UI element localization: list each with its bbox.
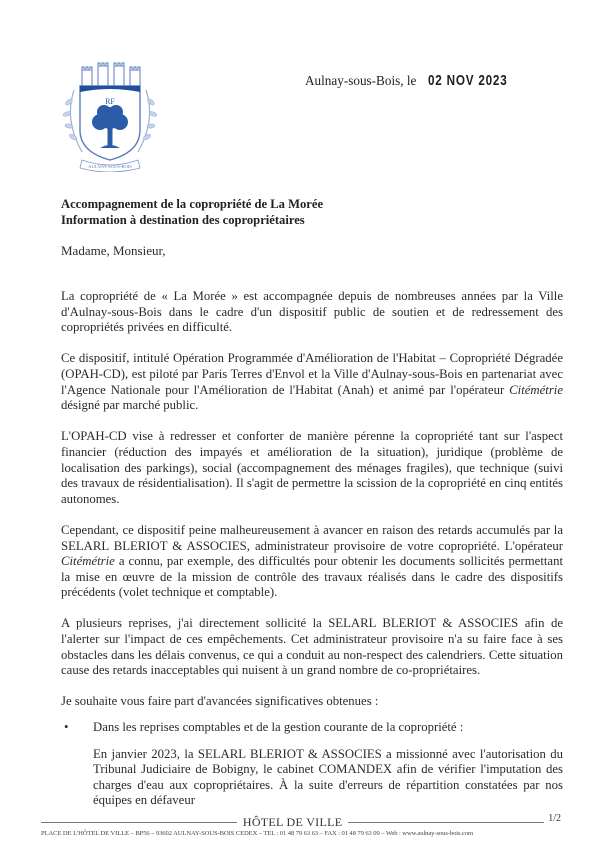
letter-body [61, 289, 563, 825]
bullet-item [61, 720, 563, 736]
paragraph-delays: Cependant, ce dispositif peine malheureusement à avancer en raison des retards accumulés par la SELARL BLERIOT & ASSOCIES, administrateur provisoire de votre copropriété. L'opérateur Citémétrie a connu, par exemple, des difficultés pour obtenir les documents sollicités permettant la mise en œuvre de la mission de contrôle des travaux réalisés dans le cadre des dispositifs précédents (volet technique et comptable). [61, 522, 563, 600]
paragraph-opah-definition: Ce dispositif, intitulé Opération Programmée d'Amélioration de l'Habitat – Copropriété Dégradée (OPAH-CD), est piloté par Paris Terres d'Envol et la Ville d'Aulnay-sous-Bois en partenariat avec l'Agence Nationale pour l'Amélioration de l'Habitat (Anah) et animé par l'opérateur Citémétrie désigné par marché public. [61, 351, 563, 413]
footer-title: HÔTEL DE VILLE [242, 815, 343, 829]
paragraph-intro: La copropriété de « La Morée » est accompagnée depuis de nombreuses années par la Ville d'Aulnay-sous-Bois dans le cadre d'un dispositif public de soutien et de redressement des copropriétés privées en difficulté. [61, 289, 563, 335]
salutation: Madame, Monsieur, [61, 243, 166, 258]
footer-address: PLACE DE L'HÔTEL DE VILLE – BP56 – 93602 AULNAY-SOUS-BOIS CEDEX – TEL : 01 48 79 63 63 – FAX : 01 48 79 63 09 – Web : www.aulnay-sous-bois.com [41, 830, 474, 837]
footer-title-line [41, 815, 561, 830]
city-coat-of-arms-icon [60, 60, 160, 172]
date-line [305, 72, 530, 89]
bullet-text: Dans les reprises comptables et de la gestion courante de la copropriété : [93, 720, 464, 735]
footer-rule-left [41, 822, 237, 823]
svg-text:AULNAY-SOUS-BOIS: AULNAY-SOUS-BOIS [88, 164, 132, 169]
paragraph-progress-intro: Je souhaite vous faire part d'avancées significatives obtenues : [61, 694, 379, 709]
place-label: Aulnay-sous-Bois, le [305, 73, 417, 88]
bullet-icon: • [64, 720, 69, 735]
page-number: 1/2 [548, 813, 562, 824]
subject-line-2: Information à destination des copropriétaires [61, 212, 305, 227]
paragraph-administrator: A plusieurs reprises, j'ai directement sollicité la SELARL BLERIOT & ASSOCIES afin de l'alerter sur l'impact de ces empêchements. Cet administrateur provisoire n'a su faire face à ses obstacles dans les délais convenus, ce qui a conduit au non-respect des calendriers. Cette situation cause des retards inacceptables qui nuisent à un grand nombre de co-propriétaires. [61, 616, 563, 678]
date-stamp: 02 NOV 2023 [427, 72, 508, 89]
subject-line-1: Accompagnement de la copropriété de La Morée [61, 197, 324, 211]
letter-subject [61, 197, 323, 228]
paragraph-comandex: En janvier 2023, la SELARL BLERIOT & ASSOCIES a missionné avec l'autorisation du Tribunal Judiciaire de Bobigny, le cabinet COMANDEX afin de vérifier l'imputation des charges d'eau aux copropriétaires. À la suite d'erreurs de répartition constatées par nos équipes en défaveur [93, 746, 563, 808]
paragraph-opah-goals: L'OPAH-CD vise à redresser et conforter de manière pérenne la copropriété tant sur l'aspect financier (réduction des impayés et amélioration de la situation), juridique (problème de localisation des parkings), social (accompagnement des ménages fragiles), que technique (suivi des travaux de résidentialisation). Il s'agit de permettre la scission de la copropriété en cinq entités autonomes. [61, 429, 563, 506]
footer-rule-right [348, 822, 544, 823]
svg-text:RF: RF [105, 97, 115, 106]
